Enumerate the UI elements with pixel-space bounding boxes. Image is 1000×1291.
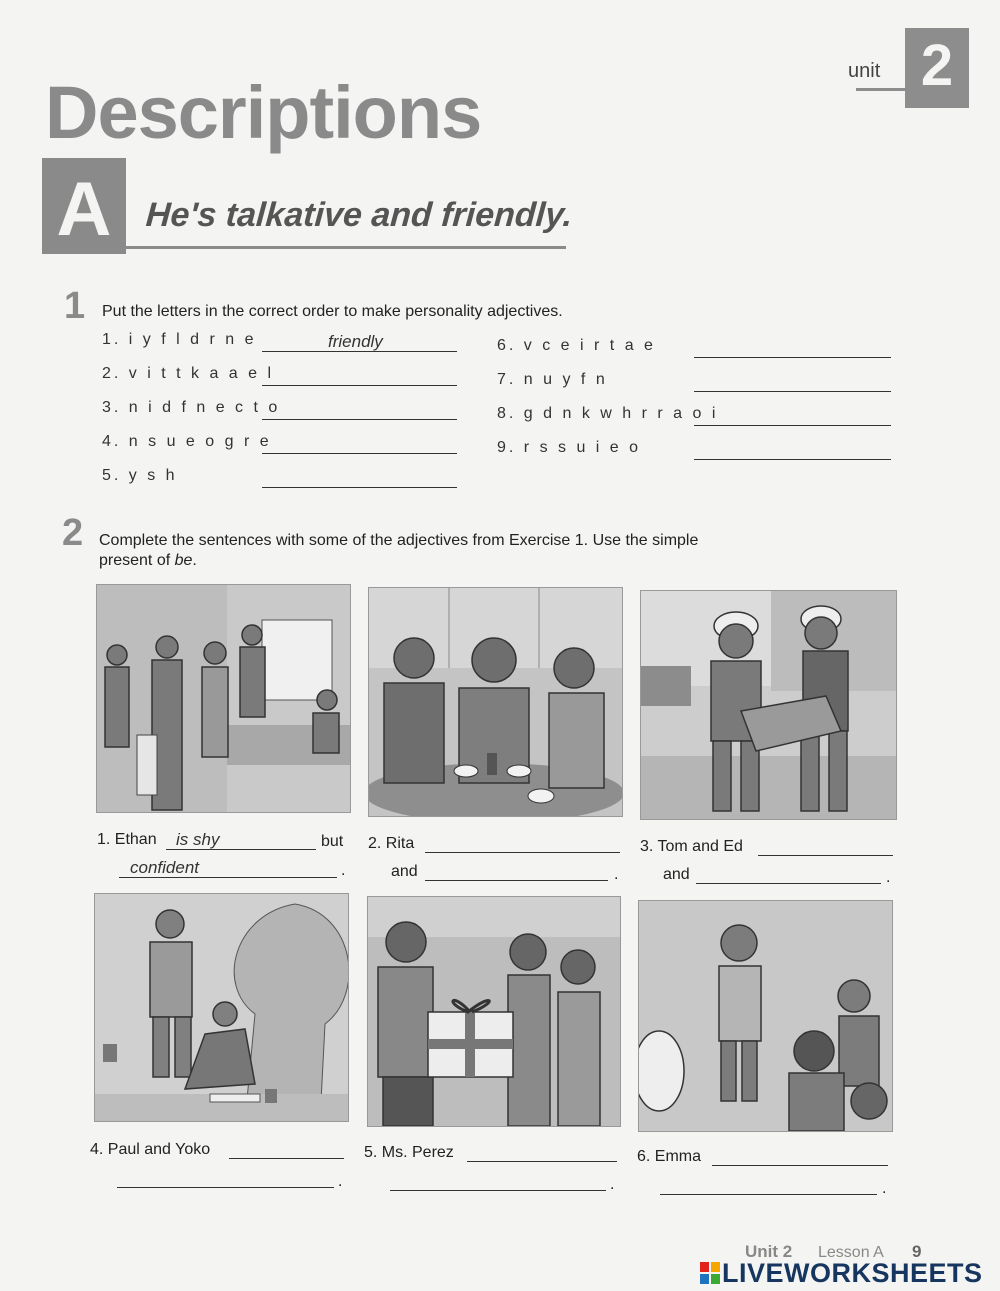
ex1-blank-2[interactable] bbox=[262, 385, 457, 386]
footer-unit: Unit 2 bbox=[745, 1242, 793, 1261]
ex2-end-1: . bbox=[341, 862, 346, 879]
page-title: Descriptions bbox=[45, 71, 482, 154]
ex2-blank-4b[interactable] bbox=[117, 1187, 334, 1188]
ex2-blank-3a[interactable] bbox=[758, 855, 893, 856]
ex2-end-2: . bbox=[614, 866, 619, 883]
ex2-subject-5: 5. Ms. Perez bbox=[364, 1144, 454, 1161]
ex1-blank-4[interactable] bbox=[262, 453, 457, 454]
unit-divider bbox=[856, 88, 906, 91]
ex1-blank-6[interactable] bbox=[694, 357, 891, 358]
ex2-answer-1a: is shy bbox=[176, 830, 220, 849]
ex2-subject-2: 2. Rita bbox=[368, 835, 415, 852]
ex1-blank-7[interactable] bbox=[694, 391, 891, 392]
liveworksheets-brand[interactable]: LIVEWORKSHEETS bbox=[722, 1258, 983, 1288]
ex2-blank-2a[interactable] bbox=[425, 852, 620, 853]
ex1-item-9: 9. r s s u i e o bbox=[497, 439, 642, 456]
ex2-blank-4a[interactable] bbox=[229, 1158, 344, 1159]
ex1-item-5: 5. y s h bbox=[102, 467, 178, 484]
ex1-blank-1[interactable] bbox=[262, 351, 457, 352]
illustration-office-meeting bbox=[96, 584, 351, 813]
footer-lesson: Lesson A bbox=[818, 1244, 884, 1261]
ex2-mid-1: but bbox=[321, 833, 344, 850]
illustration-gift-giving bbox=[367, 896, 621, 1127]
ex2-blank-6a[interactable] bbox=[712, 1165, 888, 1166]
ex1-item-1: 1. i y f l d r n e bbox=[102, 331, 257, 348]
unit-label: unit bbox=[848, 60, 881, 82]
ex2-end-3: . bbox=[886, 869, 891, 886]
exercise-2-number: 2 bbox=[62, 512, 84, 554]
exercise-2-instruction-line-1: Complete the sentences with some of the adjectives from Exercise 1. Use the simple bbox=[99, 532, 699, 549]
ex2-answer-1b: confident bbox=[130, 858, 199, 877]
ex2-blank-3b[interactable] bbox=[696, 883, 881, 884]
illustration-workers-carrying-box bbox=[640, 590, 897, 820]
illustration-painting-mural bbox=[94, 893, 349, 1122]
lesson-title-underline bbox=[126, 246, 566, 249]
ex1-item-7: 7. n u y f n bbox=[497, 371, 608, 388]
instruction-suffix: . bbox=[192, 552, 197, 569]
ex2-subject-3: 3. Tom and Ed bbox=[640, 838, 743, 855]
ex2-blank-1a[interactable] bbox=[166, 849, 316, 850]
ex1-answer-1: friendly bbox=[328, 332, 383, 351]
exercise-1-number: 1 bbox=[64, 285, 86, 327]
liveworksheets-logo-icon bbox=[700, 1262, 720, 1284]
ex2-blank-6b[interactable] bbox=[660, 1194, 877, 1195]
ex2-mid-2: and bbox=[391, 863, 418, 880]
ex1-blank-3[interactable] bbox=[262, 419, 457, 420]
ex1-blank-5[interactable] bbox=[262, 487, 457, 488]
ex2-blank-5a[interactable] bbox=[467, 1161, 617, 1162]
ex2-end-4: . bbox=[338, 1173, 343, 1190]
ex1-item-8: 8. g d n k w h r r a o i bbox=[497, 405, 719, 422]
lesson-title: He's talkative and friendly. bbox=[144, 196, 574, 234]
ex2-end-6: . bbox=[882, 1180, 887, 1197]
ex2-blank-2b[interactable] bbox=[425, 880, 608, 881]
ex2-subject-1: 1. Ethan bbox=[97, 831, 157, 848]
ex1-item-4: 4. n s u e o g r e bbox=[102, 433, 272, 450]
ex2-subject-6: 6. Emma bbox=[637, 1148, 702, 1165]
lesson-letter: A bbox=[56, 167, 112, 252]
ex1-blank-9[interactable] bbox=[694, 459, 891, 460]
instruction-prefix: present of bbox=[99, 552, 175, 569]
ex2-blank-5b[interactable] bbox=[390, 1190, 606, 1191]
unit-number: 2 bbox=[920, 33, 954, 98]
ex2-blank-1b[interactable] bbox=[119, 877, 337, 878]
ex1-item-3: 3. n i d f n e c t o bbox=[102, 399, 281, 416]
exercise-2-instruction-line-2 bbox=[99, 551, 197, 571]
exercise-1-instruction: Put the letters in the correct order to make personality adjectives. bbox=[102, 303, 563, 320]
footer-page-number: 9 bbox=[912, 1242, 922, 1261]
ex2-mid-3: and bbox=[663, 866, 690, 883]
ex2-subject-4: 4. Paul and Yoko bbox=[90, 1141, 211, 1158]
instruction-emphasis: be bbox=[174, 552, 193, 569]
illustration-classroom-emma bbox=[638, 900, 893, 1132]
illustration-cafe-friends bbox=[368, 587, 623, 817]
ex1-item-6: 6. v c e i r t a e bbox=[497, 337, 656, 354]
ex1-blank-8[interactable] bbox=[694, 425, 891, 426]
ex2-end-5: . bbox=[610, 1176, 615, 1193]
ex1-item-2: 2. v i t t k a a e l bbox=[102, 365, 275, 382]
